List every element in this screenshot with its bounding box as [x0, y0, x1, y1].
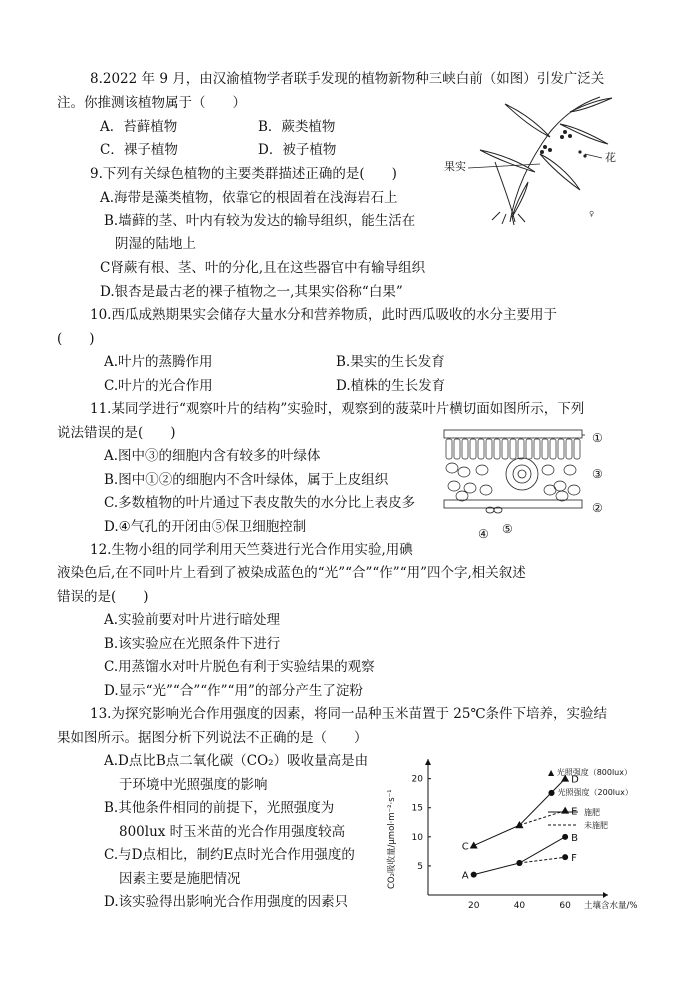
palisade-cell [558, 439, 564, 459]
q8-stem-line2: 注。你推测该植物属于（ ） [57, 95, 246, 111]
q10-option-d: D.植株的生长发育 [336, 378, 446, 394]
point-label: D [571, 774, 579, 786]
x-axis-label: 土壤含水量/% [584, 901, 638, 911]
q9-option-b-line2: 阴湿的陆地上 [115, 236, 196, 252]
y-axis-label: CO₂吸收量/μmol·m⁻²·s⁻¹ [387, 789, 397, 889]
q12-stem-line1: 12.生物小组的同学利用天竺葵进行光合作用实验,用碘 [90, 542, 413, 558]
q11-stem-line1: 11.某同学进行“观察叶片的结构”实验时，观察到的菠菜叶片横切面如图所示，下列 [90, 401, 585, 417]
point-label: A [461, 870, 469, 882]
q9-option-b-line1: B.墙藓的茎、叶内有较为发达的输导组织，能生活在 [104, 213, 416, 229]
spongy-cell [568, 485, 580, 495]
q13-stem-line2: 果如图所示。据图分析下列说法不正确的是（ ） [57, 730, 368, 746]
point-label: C [461, 841, 469, 853]
q12-option-a: A.实验前要对叶片进行暗处理 [104, 612, 281, 628]
fig-label-flower: 花 [605, 151, 616, 164]
q10-option-a: A.叶片的蒸腾作用 [104, 354, 213, 370]
q9-stem: 9.下列有关绿色植物的主要类群描述正确的是( ) [90, 166, 397, 182]
circle-point [562, 854, 568, 860]
palisade-cell [534, 439, 540, 459]
q13-option-a-line2: 于环境中光照强度的影响 [119, 777, 268, 793]
palisade-cell [550, 439, 556, 459]
legend-200lux: ● 光照强度（200lux） [548, 788, 633, 797]
x-tick-label: 60 [559, 901, 571, 911]
point-label: B [571, 832, 579, 844]
svg-text:♀: ♀ [589, 210, 595, 218]
palisade-cell [566, 439, 572, 459]
q11-option-a: A.图中③的细胞内含有较多的叶绿体 [104, 448, 321, 464]
triangle-point [470, 842, 478, 849]
fig-label-fruit: 果实 [444, 160, 466, 173]
x-tick-label: 40 [513, 901, 526, 911]
legend-unfertilized: 未施肥 [584, 821, 608, 830]
leaf-label-3: ③ [592, 467, 603, 481]
q8-option-a: A．苔藓植物 [100, 119, 178, 135]
q12-stem-line2: 液染色后,在不同叶片上看到了被染成蓝色的“光”“合”“作”“用”四个字,相关叙述 [57, 565, 526, 581]
q13-option-c-line2: 因素主要是施肥情况 [119, 871, 241, 887]
leaf-label-4: ④ [478, 527, 489, 541]
triangle-point [561, 807, 569, 814]
palisade-cell [510, 439, 516, 459]
q12-option-c: C.用蒸馏水对叶片脱色有利于实验结果的观察 [104, 659, 375, 675]
spongy-cell [458, 467, 470, 477]
y-tick-label: 10 [411, 832, 423, 843]
palisade-cell [462, 439, 468, 459]
q8-stem-line1: 8.2022 年 9 月，由汉渝植物学者联手发现的植物新物种三峡白前（如图）引发广泛关 [90, 71, 605, 87]
point-label: F [571, 853, 577, 865]
q8-option-b: B．蕨类植物 [258, 119, 336, 135]
leaf-label-5: ⑤ [502, 522, 513, 536]
palisade-cell [502, 439, 508, 459]
q8-option-d: D．被子植物 [258, 142, 337, 158]
spongy-cell [446, 463, 458, 473]
spongy-cell [476, 465, 488, 475]
q13-option-b-line2: 800lux 时玉米苗的光合作用强度较高 [119, 824, 346, 840]
co2-uptake-chart [380, 755, 638, 915]
palisade-cell [486, 439, 492, 459]
palisade-cell [518, 439, 524, 459]
spongy-cell [564, 465, 576, 475]
palisade-cell [542, 439, 548, 459]
palisade-cell [526, 439, 532, 459]
q9-option-a: A.海带是藻类植物，依靠它的根固着在浅海岩石上 [100, 190, 398, 206]
x-axis-arrow [603, 892, 608, 898]
legend-800lux: ▲ 光照强度（800lux） [548, 768, 632, 777]
q12-option-b: B.该实验应在光照条件下进行 [104, 636, 281, 652]
y-tick-label: 5 [417, 861, 423, 872]
q11-option-d: D.④气孔的开闭由⑤保卫细胞控制 [104, 519, 307, 535]
palisade-cell [494, 439, 500, 459]
q10-stem-line2: ( ) [57, 331, 95, 347]
q10-option-c: C.叶片的光合作用 [104, 378, 213, 394]
spongy-cell [480, 485, 492, 495]
palisade-cell [478, 439, 484, 459]
plant-figure [440, 92, 625, 227]
spongy-cell [542, 465, 554, 475]
q11-option-c: C.多数植物的叶片通过下表皮散失的水分比上表皮多 [104, 495, 416, 511]
palisade-cell [470, 439, 476, 459]
leaf-label-2: ② [592, 501, 603, 515]
palisade-cell [446, 439, 452, 459]
circle-point [471, 872, 477, 878]
x-tick-label: 20 [467, 901, 480, 911]
leaf-label-1: ① [592, 431, 603, 445]
q12-stem-line3: 错误的是( ) [57, 589, 149, 605]
circle-point [562, 834, 568, 840]
q13-option-a-line1: A.D点比B点二氧化碳（CO₂）吸收量高是由 [104, 753, 369, 769]
y-axis-arrow [425, 759, 431, 765]
q13-option-b-line1: B.其他条件相同的前提下，光照强度为 [104, 800, 335, 816]
circle-point [516, 860, 522, 866]
spongy-cell [544, 485, 556, 495]
legend-fertilized: 施肥 [584, 808, 600, 817]
spongy-cell [464, 483, 476, 493]
q9-option-d: D.银杏是最古老的裸子植物之一,其果实俗称“白果” [100, 284, 403, 300]
q10-option-b: B.果实的生长发育 [336, 354, 445, 370]
q13-option-c-line1: C.与D点相比，制约E点时光合作用强度的 [104, 847, 355, 863]
spongy-cell [556, 491, 568, 501]
y-tick-label: 15 [411, 803, 423, 814]
palisade-cell [454, 439, 460, 459]
palisade-cell [574, 439, 580, 459]
q13-stem-line1: 13.为探究影响光合作用强度的因素，将同一品种玉米苗置于 25℃条件下培养，实验结 [90, 706, 608, 722]
q8-option-c: C．裸子植物 [100, 142, 178, 158]
series-line [474, 837, 565, 875]
q11-stem-line2: 说法错误的是( ) [57, 425, 176, 441]
y-tick-label: 20 [411, 774, 423, 785]
q10-stem-line1: 10.西瓜成熟期果实会储存大量水分和营养物质，此时西瓜吸收的水分主要用于 [90, 307, 557, 323]
q13-option-d-line1: D.该实验得出影响光合作用强度的因素只 [104, 894, 349, 910]
q9-option-c: C肾蕨有根、茎、叶的分化,且在这些器官中有输导组织 [100, 260, 426, 276]
q11-option-b: B.图中①②的细胞内不含叶绿体，属于上皮组织 [104, 472, 389, 488]
point-label: E [571, 806, 578, 818]
q12-option-d: D.显示“光”“合”“作”“用”的部分产生了淀粉 [104, 683, 363, 699]
series-line [519, 857, 565, 863]
leaf-cross-section-figure [442, 426, 592, 534]
spongy-cell [456, 491, 468, 501]
spongy-cell [448, 481, 460, 491]
